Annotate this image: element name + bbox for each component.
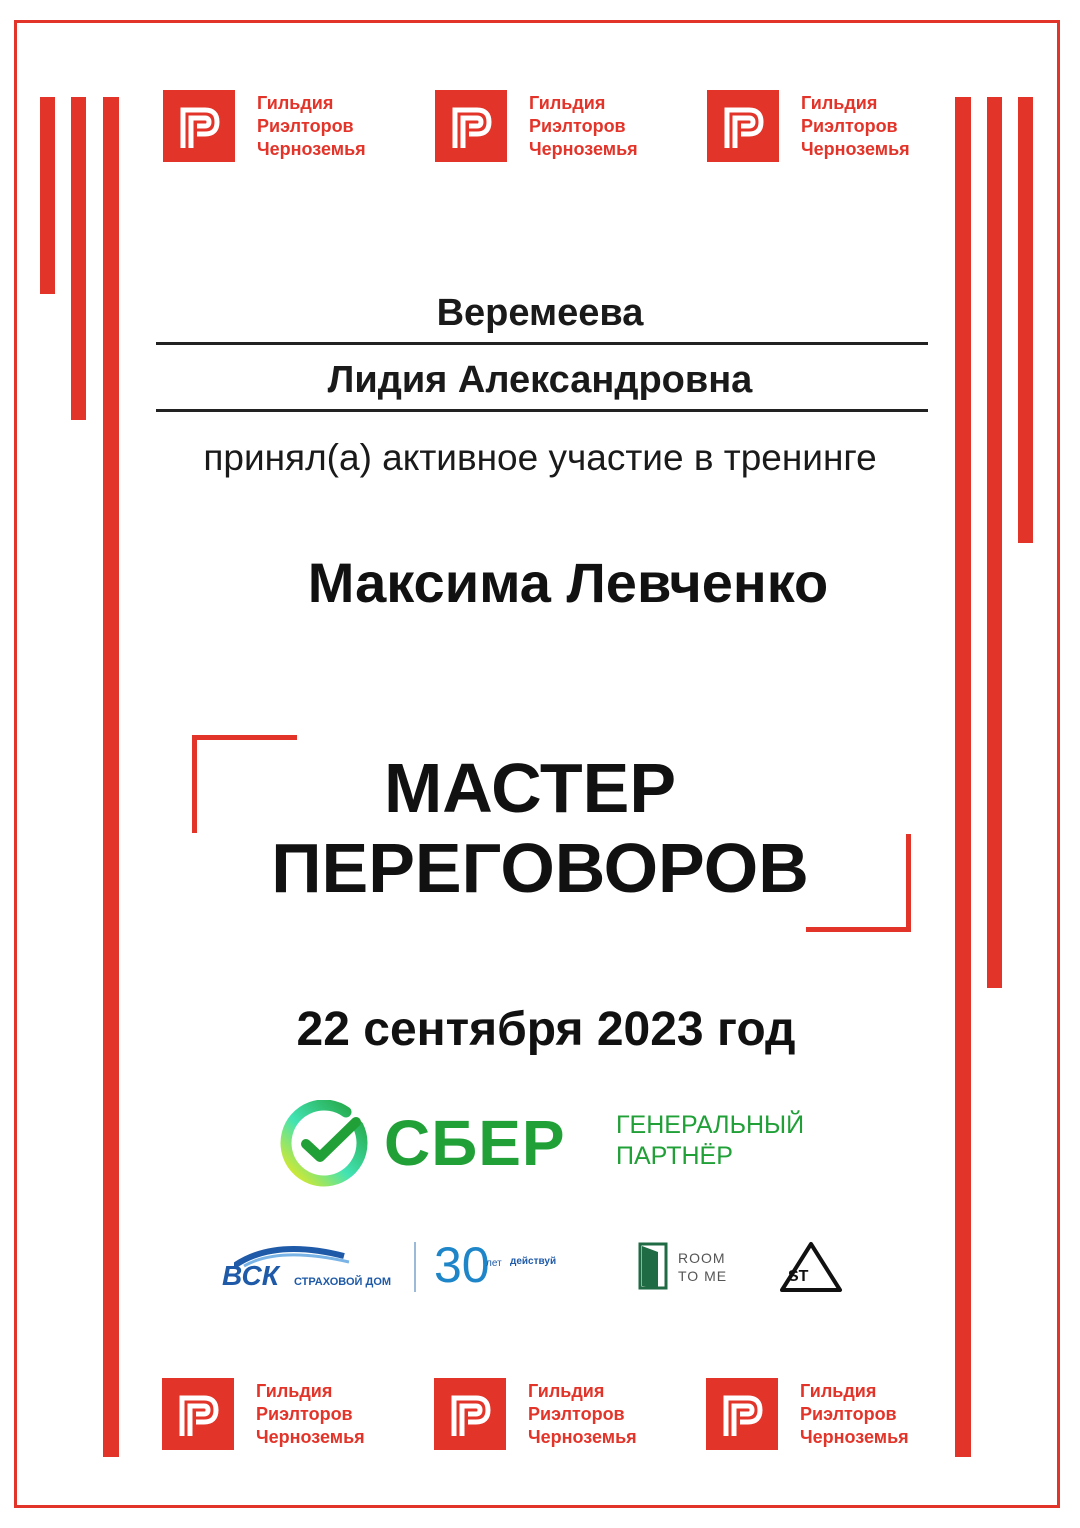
- training-title-line2: ПЕРЕГОВОРОВ: [271, 829, 809, 907]
- trainer-name: Максима Левченко: [307, 551, 829, 614]
- st-logo: [778, 1240, 844, 1294]
- sponsor-divider: [414, 1242, 416, 1292]
- guild-name: Гильдия Риэлторов Черноземья: [256, 1381, 365, 1447]
- room-line-1: ROOM: [678, 1250, 726, 1266]
- anniversary-text-2: действуй: [510, 1256, 557, 1267]
- anniversary-logo: [434, 1237, 574, 1294]
- participation-text: принял(а) активное участие в тренинге: [203, 437, 877, 478]
- sber-wordmark: СБЕР: [384, 1107, 566, 1179]
- gr-monogram-icon: [706, 1378, 778, 1450]
- guild-name: Гильдия Риэлторов Черноземья: [257, 93, 366, 159]
- gr-monogram-icon: [162, 1378, 234, 1450]
- guild-name: Гильдия Риэлторов Черноземья: [529, 93, 638, 159]
- sber-role: ГЕНЕРАЛЬНЫЙ ПАРТНЁР: [616, 1111, 805, 1170]
- training-date: 22 сентября 2023 год: [296, 1003, 796, 1056]
- guild-logo: [706, 1378, 946, 1452]
- gr-monogram-icon: [434, 1378, 506, 1450]
- anniversary-number: 30: [434, 1237, 490, 1293]
- guild-logo: [163, 90, 403, 164]
- recipient-surname: Веремеева: [436, 292, 644, 334]
- vsk-subtitle: СТРАХОВОЙ ДОМ: [294, 1276, 392, 1288]
- door-icon: [638, 1242, 668, 1290]
- room-to-me-logo: [638, 1242, 738, 1292]
- vsk-wordmark: ВСК: [222, 1260, 279, 1291]
- vsk-logo: [222, 1238, 402, 1298]
- sber-logo: [280, 1100, 820, 1190]
- guild-name: Гильдия Риэлторов Черноземья: [800, 1381, 909, 1447]
- training-title-line1: МАСТЕР: [383, 749, 677, 827]
- gr-monogram-icon: [707, 90, 779, 162]
- guild-logo: [707, 90, 947, 164]
- left-bar-1: [40, 97, 55, 294]
- anniversary-text-1: лет: [486, 1258, 502, 1269]
- guild-name: Гильдия Риэлторов Черноземья: [801, 93, 910, 159]
- recipient-given-names: Лидия Александровна: [327, 359, 753, 401]
- gr-monogram-icon: [163, 90, 235, 162]
- guild-logo: [162, 1378, 402, 1452]
- st-wordmark: ST: [788, 1268, 809, 1285]
- guild-name: Гильдия Риэлторов Черноземья: [528, 1381, 637, 1447]
- room-line-2: TO ME: [678, 1268, 728, 1284]
- guild-logo: [434, 1378, 674, 1452]
- surname-underline: [156, 342, 928, 345]
- gr-monogram-icon: [435, 90, 507, 162]
- given-names-underline: [156, 409, 928, 412]
- sber-check-icon: [280, 1100, 368, 1188]
- guild-logo: [435, 90, 675, 164]
